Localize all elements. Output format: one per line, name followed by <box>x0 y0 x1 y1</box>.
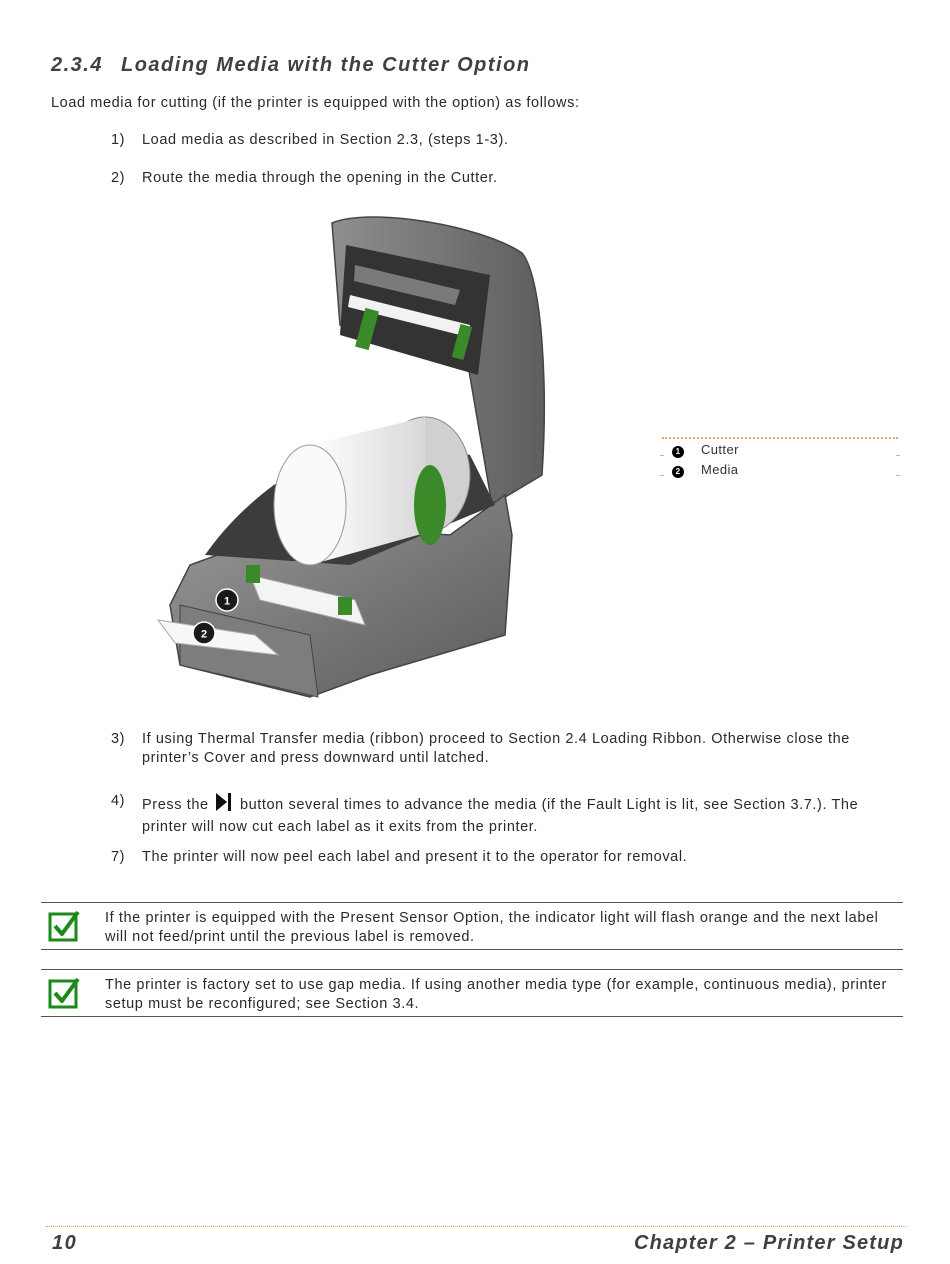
legend-item-media <box>672 462 738 478</box>
section-number: 2.3.4 <box>51 54 103 76</box>
step-number: 1) <box>111 132 126 148</box>
section-heading <box>51 54 531 77</box>
step-number: 4) <box>111 793 126 809</box>
note-gap-media <box>41 969 903 1017</box>
legend-label-media: Media <box>701 462 739 477</box>
checkmark-icon <box>48 977 80 1009</box>
legend-marker-1: 1 <box>672 446 684 458</box>
step-2 <box>111 169 901 188</box>
step-number: 7) <box>111 849 126 865</box>
step-text: The printer will now peel each label and present it to the operator for removal. <box>142 849 688 865</box>
step-text-after-icon: button several times to advance the media (if the Fault Light is lit, see Section 3.7.). The printer will now cut each label as it exits from the printer. <box>142 797 859 835</box>
section-title-text: Loading Media with the Cutter Option <box>120 54 531 76</box>
step-text: If using Thermal Transfer media (ribbon) proceed to Section 2.4 Loading Ribbon. Otherwise close the printer’s Cover and press downward until latched. <box>142 731 850 766</box>
step-text: Route the media through the opening in the Cutter. <box>142 170 498 186</box>
step-7 <box>111 848 901 867</box>
step-text <box>142 792 901 837</box>
page-number: 10 <box>52 1232 78 1254</box>
step-4 <box>111 792 901 837</box>
printer-cutter-illustration <box>150 205 560 705</box>
legend-tick <box>896 475 900 476</box>
figure-legend <box>662 437 898 477</box>
legend-tick <box>660 455 664 456</box>
legend-item-cutter <box>672 442 739 458</box>
feed-button-icon <box>215 792 233 818</box>
legend-label-cutter: Cutter <box>701 442 739 457</box>
step-text-before-icon: Press the <box>142 797 209 813</box>
legend-tick <box>660 475 664 476</box>
chapter-title: Chapter 2 – Printer Setup <box>633 1232 904 1254</box>
step-1 <box>111 131 901 150</box>
legend-tick <box>896 455 900 456</box>
printer-drawing <box>150 205 560 705</box>
callout-2 <box>193 622 215 644</box>
note-present-sensor <box>41 902 903 950</box>
step-3 <box>111 730 901 768</box>
svg-text:1: 1 <box>223 595 231 608</box>
step-text: Load media as described in Section 2.3, (steps 1-3). <box>142 132 509 148</box>
intro-paragraph: Load media for cutting (if the printer is equipped with the option) as follows: <box>51 95 580 111</box>
note-text: The printer is factory set to use gap media. If using another media type (for example, continuous media), printer setup must be reconfigured; see Section 3.4. <box>105 977 887 1012</box>
svg-text:2: 2 <box>200 628 208 641</box>
callout-1 <box>216 589 238 611</box>
step-number: 3) <box>111 731 126 747</box>
checkmark-icon <box>48 910 80 942</box>
legend-marker-2: 2 <box>672 466 684 478</box>
footer-rule <box>46 1226 906 1227</box>
step-number: 2) <box>111 170 126 186</box>
note-text: If the printer is equipped with the Present Sensor Option, the indicator light will flash orange and the next label will not feed/print until the previous label is removed. <box>105 910 879 945</box>
